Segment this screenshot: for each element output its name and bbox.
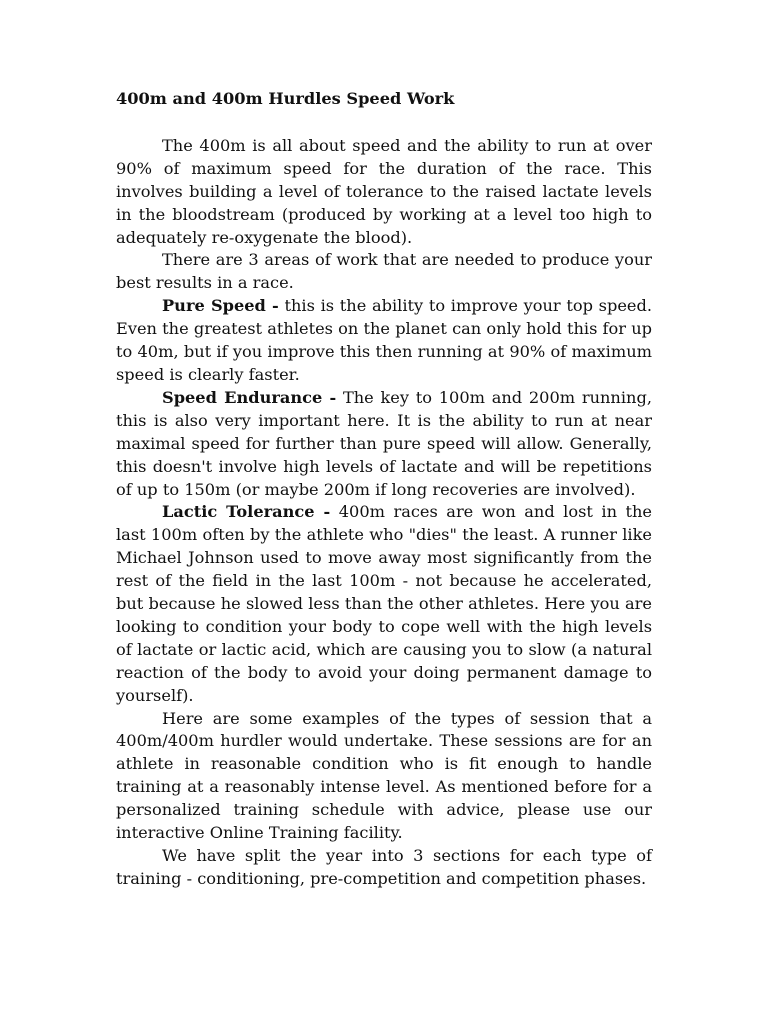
speed-endurance-text: The key to 100m and 200m running, this is also very important here. It is the ability to run at near maximal speed for further than pure speed will allow. Generally, this doesn't involve high levels of lactate and will be repetitions of up to 150m (or maybe 200m if long recoveries are involved). [116, 387, 652, 499]
document-page [116, 88, 652, 891]
page-title: 400m and 400m Hurdles Speed Work [116, 89, 455, 108]
pure-speed-heading: Pure Speed - [162, 296, 279, 316]
lactic-tolerance-heading: Lactic Tolerance - [162, 502, 331, 522]
speed-endurance-paragraph [116, 387, 652, 502]
intro-paragraph-areas: There are 3 areas of work that are needed to produce your best results in a race. [116, 250, 652, 293]
pure-speed-paragraph [116, 295, 652, 387]
year-sections-paragraph: We have split the year into 3 sections for each type of training - conditioning, pre-competition and competition phases. [116, 846, 652, 888]
pure-speed-text: this is the ability to improve your top speed. Even the greatest athletes on the planet can only hold this for up to 40m, but if you improve this then running at 90% of maximum speed is clearly faster. [116, 296, 652, 384]
speed-endurance-heading: Speed Endurance - [162, 387, 337, 407]
lactic-tolerance-text: 400m races are won and lost in the last 100m often by the athlete who "dies" the least. A runner like Michael Johnson used to move away most significantly from the rest of the field in the last 100m - not because he accelerated, but because he slowed less than the other athletes. Here you are looking to condition your body to cope well with the high levels of lactate or lactic acid, which are causing you to slow (a natural reaction of the body to avoid your doing permanent damage to yourself). [116, 502, 652, 705]
intro-paragraph-speed: The 400m is all about speed and the ability to run at over 90% of maximum speed for the duration of the race. This involves building a level of tolerance to the raised lactate levels in the bloodstream (produced by working at a level too high to adequately re-oxygenate the blood). [116, 135, 652, 247]
lactic-tolerance-paragraph [116, 501, 652, 707]
session-examples-paragraph: Here are some examples of the types of session that a 400m/400m hurdler would undertake. These sessions are for an athlete in reasonable condition who is fit enough to handle training at a reasonably intense level. As mentioned before for a personalized training schedule with advice, please use our interactive Online Training facility. [116, 708, 652, 843]
